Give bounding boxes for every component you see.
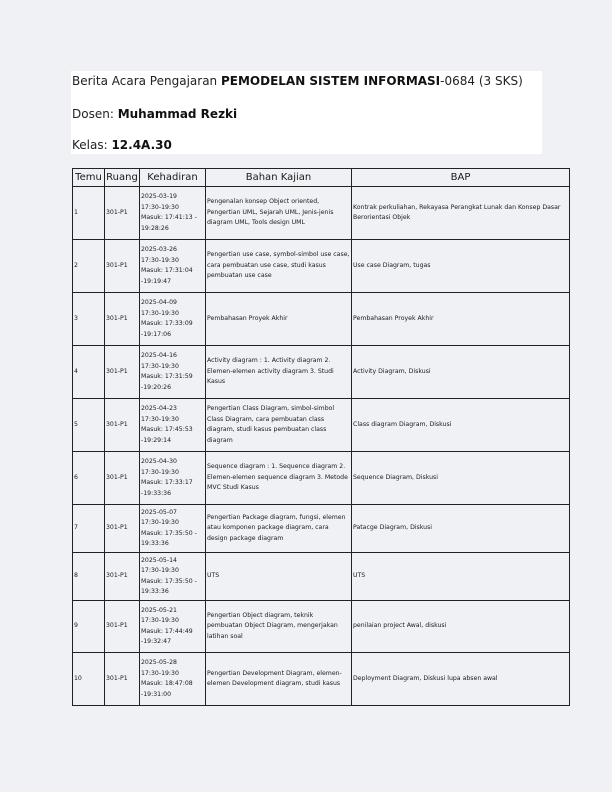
attendance-line: Masuk: 17:31:04 <box>141 267 193 274</box>
attendance-line: 2025-04-30 <box>141 458 177 465</box>
table-row <box>73 505 570 553</box>
attendance-line: 17:30-19:30 <box>141 468 179 476</box>
meeting-number: 3 <box>73 293 105 346</box>
attendance-line: 17:30-19:30 <box>141 415 179 423</box>
meeting-number: 1 <box>73 187 105 240</box>
attendance-line: -19:17:06 <box>141 330 172 338</box>
bap-cell: penilaian project Awal, diskusi <box>352 601 570 653</box>
attendance-cell <box>140 553 206 601</box>
attendance-line: -19:32:47 <box>141 638 172 645</box>
course-name: PEMODELAN SISTEM INFORMASI <box>220 74 441 88</box>
bap-cell: Activity Diagram, Diskusi <box>352 346 570 399</box>
document-title <box>72 74 523 88</box>
attendance-cell <box>140 653 206 706</box>
meeting-number: 6 <box>73 452 105 505</box>
attendance-line: Masuk: 17:35:50 - <box>141 529 197 537</box>
attendance-line: 2025-03-19 <box>141 193 177 200</box>
column-header-bap: BAP <box>352 169 570 187</box>
attendance-cell <box>140 187 206 240</box>
attendance-line: Masuk: 17:44:49 <box>141 627 193 635</box>
column-header-temu: Temu <box>73 169 105 187</box>
attendance-line: -19:33:36 <box>141 489 172 497</box>
attendance-line: 17:30-19:30 <box>141 256 179 264</box>
document-header <box>71 71 542 154</box>
attendance-line: 17:30-19:30 <box>141 203 179 211</box>
attendance-line: Masuk: 17:33:09 <box>141 320 193 327</box>
room-cell: 301-P1 <box>105 505 140 553</box>
table-row <box>73 399 570 452</box>
attendance-cell <box>140 505 206 553</box>
bap-cell: Patacge Diagram, Diskusi <box>352 505 570 553</box>
meeting-number: 4 <box>73 346 105 399</box>
class-label: Kelas: <box>72 138 112 152</box>
attendance-line: 2025-03-26 <box>141 246 177 253</box>
meeting-number: 9 <box>73 601 105 653</box>
study-material-cell: Pengertian use case, symbol-simbol use case, cara pembuatan use case, studi kasus pembuatan use case <box>206 240 352 293</box>
room-cell: 301-P1 <box>105 452 140 505</box>
attendance-cell <box>140 399 206 452</box>
attendance-line: Masuk: 17:41:13 - <box>141 214 197 221</box>
meeting-number: 8 <box>73 553 105 601</box>
class-line <box>72 138 172 152</box>
table-row <box>73 653 570 706</box>
attendance-line: -19:29:14 <box>141 436 172 444</box>
table-row <box>73 601 570 653</box>
attendance-line: 17:30-19:30 <box>141 362 179 370</box>
attendance-line: 2025-04-16 <box>141 352 177 359</box>
bap-cell: Kontrak perkuliahan, Rekayasa Perangkat Lunak dan Konsep Dasar Berorientasi Objek <box>352 187 570 240</box>
table-header-row <box>73 169 570 187</box>
bap-cell: Class diagram Diagram, Diskusi <box>352 399 570 452</box>
study-material-cell: Sequence diagram : 1. Sequence diagram 2. Elemen-elemen sequence diagram 3. Metode MVC Studi Kasus <box>206 452 352 505</box>
study-material-cell: Pengertian Development Diagram, elemen-elemen Development diagram, studi kasus <box>206 653 352 706</box>
bap-cell: Use case Diagram, tugas <box>352 240 570 293</box>
table-row <box>73 346 570 399</box>
lecturer-name: Muhammad Rezki <box>117 107 238 121</box>
column-header-kehadiran: Kehadiran <box>140 169 206 187</box>
attendance-line: 17:30-19:30 <box>141 309 179 317</box>
attendance-line: 17:30-19:30 <box>141 617 179 624</box>
study-material-cell: Pengertian Package diagram, fungsi, elemen atau komponen package diagram, cara design package diagram <box>206 505 352 553</box>
study-material-cell: Pengertian Class Diagram, simbol-simbol Class Diagram, cara pembuatan class diagram, studi kasus pembuatan class diagram <box>206 399 352 452</box>
attendance-line: 2025-04-23 <box>141 405 177 412</box>
table-row <box>73 553 570 601</box>
study-material-cell: Activity diagram : 1. Activity diagram 2. Elemen-elemen activity diagram 3. Studi Kasus <box>206 346 352 399</box>
bap-table <box>72 168 570 706</box>
room-cell: 301-P1 <box>105 187 140 240</box>
attendance-cell <box>140 452 206 505</box>
attendance-line: 17:30-19:30 <box>141 519 179 526</box>
attendance-line: Masuk: 17:35:50 - <box>141 577 197 585</box>
attendance-line: -19:31:00 <box>141 690 172 698</box>
attendance-line: 2025-05-28 <box>141 659 177 666</box>
study-material-cell: Pembahasan Proyek Akhir <box>206 293 352 346</box>
attendance-line: 17:30-19:30 <box>141 567 179 574</box>
attendance-line: Masuk: 17:45:53 <box>141 426 193 433</box>
attendance-line: 2025-04-09 <box>141 299 177 306</box>
column-header-ruang: Ruang <box>105 169 140 187</box>
room-cell: 301-P1 <box>105 653 140 706</box>
room-cell: 301-P1 <box>105 346 140 399</box>
lecturer-line <box>72 107 237 121</box>
meeting-number: 2 <box>73 240 105 293</box>
bap-cell: UTS <box>352 553 570 601</box>
bap-cell: Sequence Diagram, Diskusi <box>352 452 570 505</box>
meeting-number: 10 <box>73 653 105 706</box>
attendance-cell <box>140 293 206 346</box>
attendance-line: Masuk: 18:47:08 <box>141 680 193 687</box>
room-cell: 301-P1 <box>105 240 140 293</box>
column-header-bahan-kajian: Bahan Kajian <box>206 169 352 187</box>
meeting-number: 7 <box>73 505 105 553</box>
bap-cell: Pembahasan Proyek Akhir <box>352 293 570 346</box>
table-row <box>73 187 570 240</box>
attendance-line: 19:33:36 <box>141 540 169 547</box>
study-material-cell: Pengertian Object diagram, teknik pembuatan Object Diagram, mengerjakan latihan soal <box>206 601 352 653</box>
attendance-line: Masuk: 17:33:17 <box>141 479 193 486</box>
attendance-line: 19:28:26 <box>141 224 169 232</box>
table-row <box>73 452 570 505</box>
lecturer-label: Dosen: <box>72 107 118 121</box>
table-row <box>73 293 570 346</box>
attendance-line: 2025-05-21 <box>141 606 177 614</box>
room-cell: 301-P1 <box>105 601 140 653</box>
attendance-line: -19:20:26 <box>141 383 172 391</box>
attendance-cell <box>140 601 206 653</box>
bap-cell: Deployment Diagram, Diskusi lupa absen awal <box>352 653 570 706</box>
attendance-line: 19:33:36 <box>141 588 169 595</box>
attendance-line: 2025-05-14 <box>141 556 177 564</box>
study-material-cell: Pengenalan konsep Object oriented, Pengertian UML, Sejarah UML, Jenis-jenis diagram UML, Tools design UML <box>206 187 352 240</box>
attendance-line: -19:19:47 <box>141 277 172 285</box>
course-code: -0684 (3 SKS) <box>440 74 523 88</box>
study-material-cell: UTS <box>206 553 352 601</box>
title-prefix: Berita Acara Pengajaran <box>72 74 221 88</box>
room-cell: 301-P1 <box>105 293 140 346</box>
room-cell: 301-P1 <box>105 553 140 601</box>
attendance-line: Masuk: 17:31:59 <box>141 373 193 380</box>
room-cell: 301-P1 <box>105 399 140 452</box>
table-row <box>73 240 570 293</box>
class-name: 12.4A.30 <box>111 138 172 152</box>
attendance-cell <box>140 240 206 293</box>
meeting-number: 5 <box>73 399 105 452</box>
attendance-line: 2025-05-07 <box>141 508 177 516</box>
attendance-cell <box>140 346 206 399</box>
attendance-line: 17:30-19:30 <box>141 669 179 677</box>
